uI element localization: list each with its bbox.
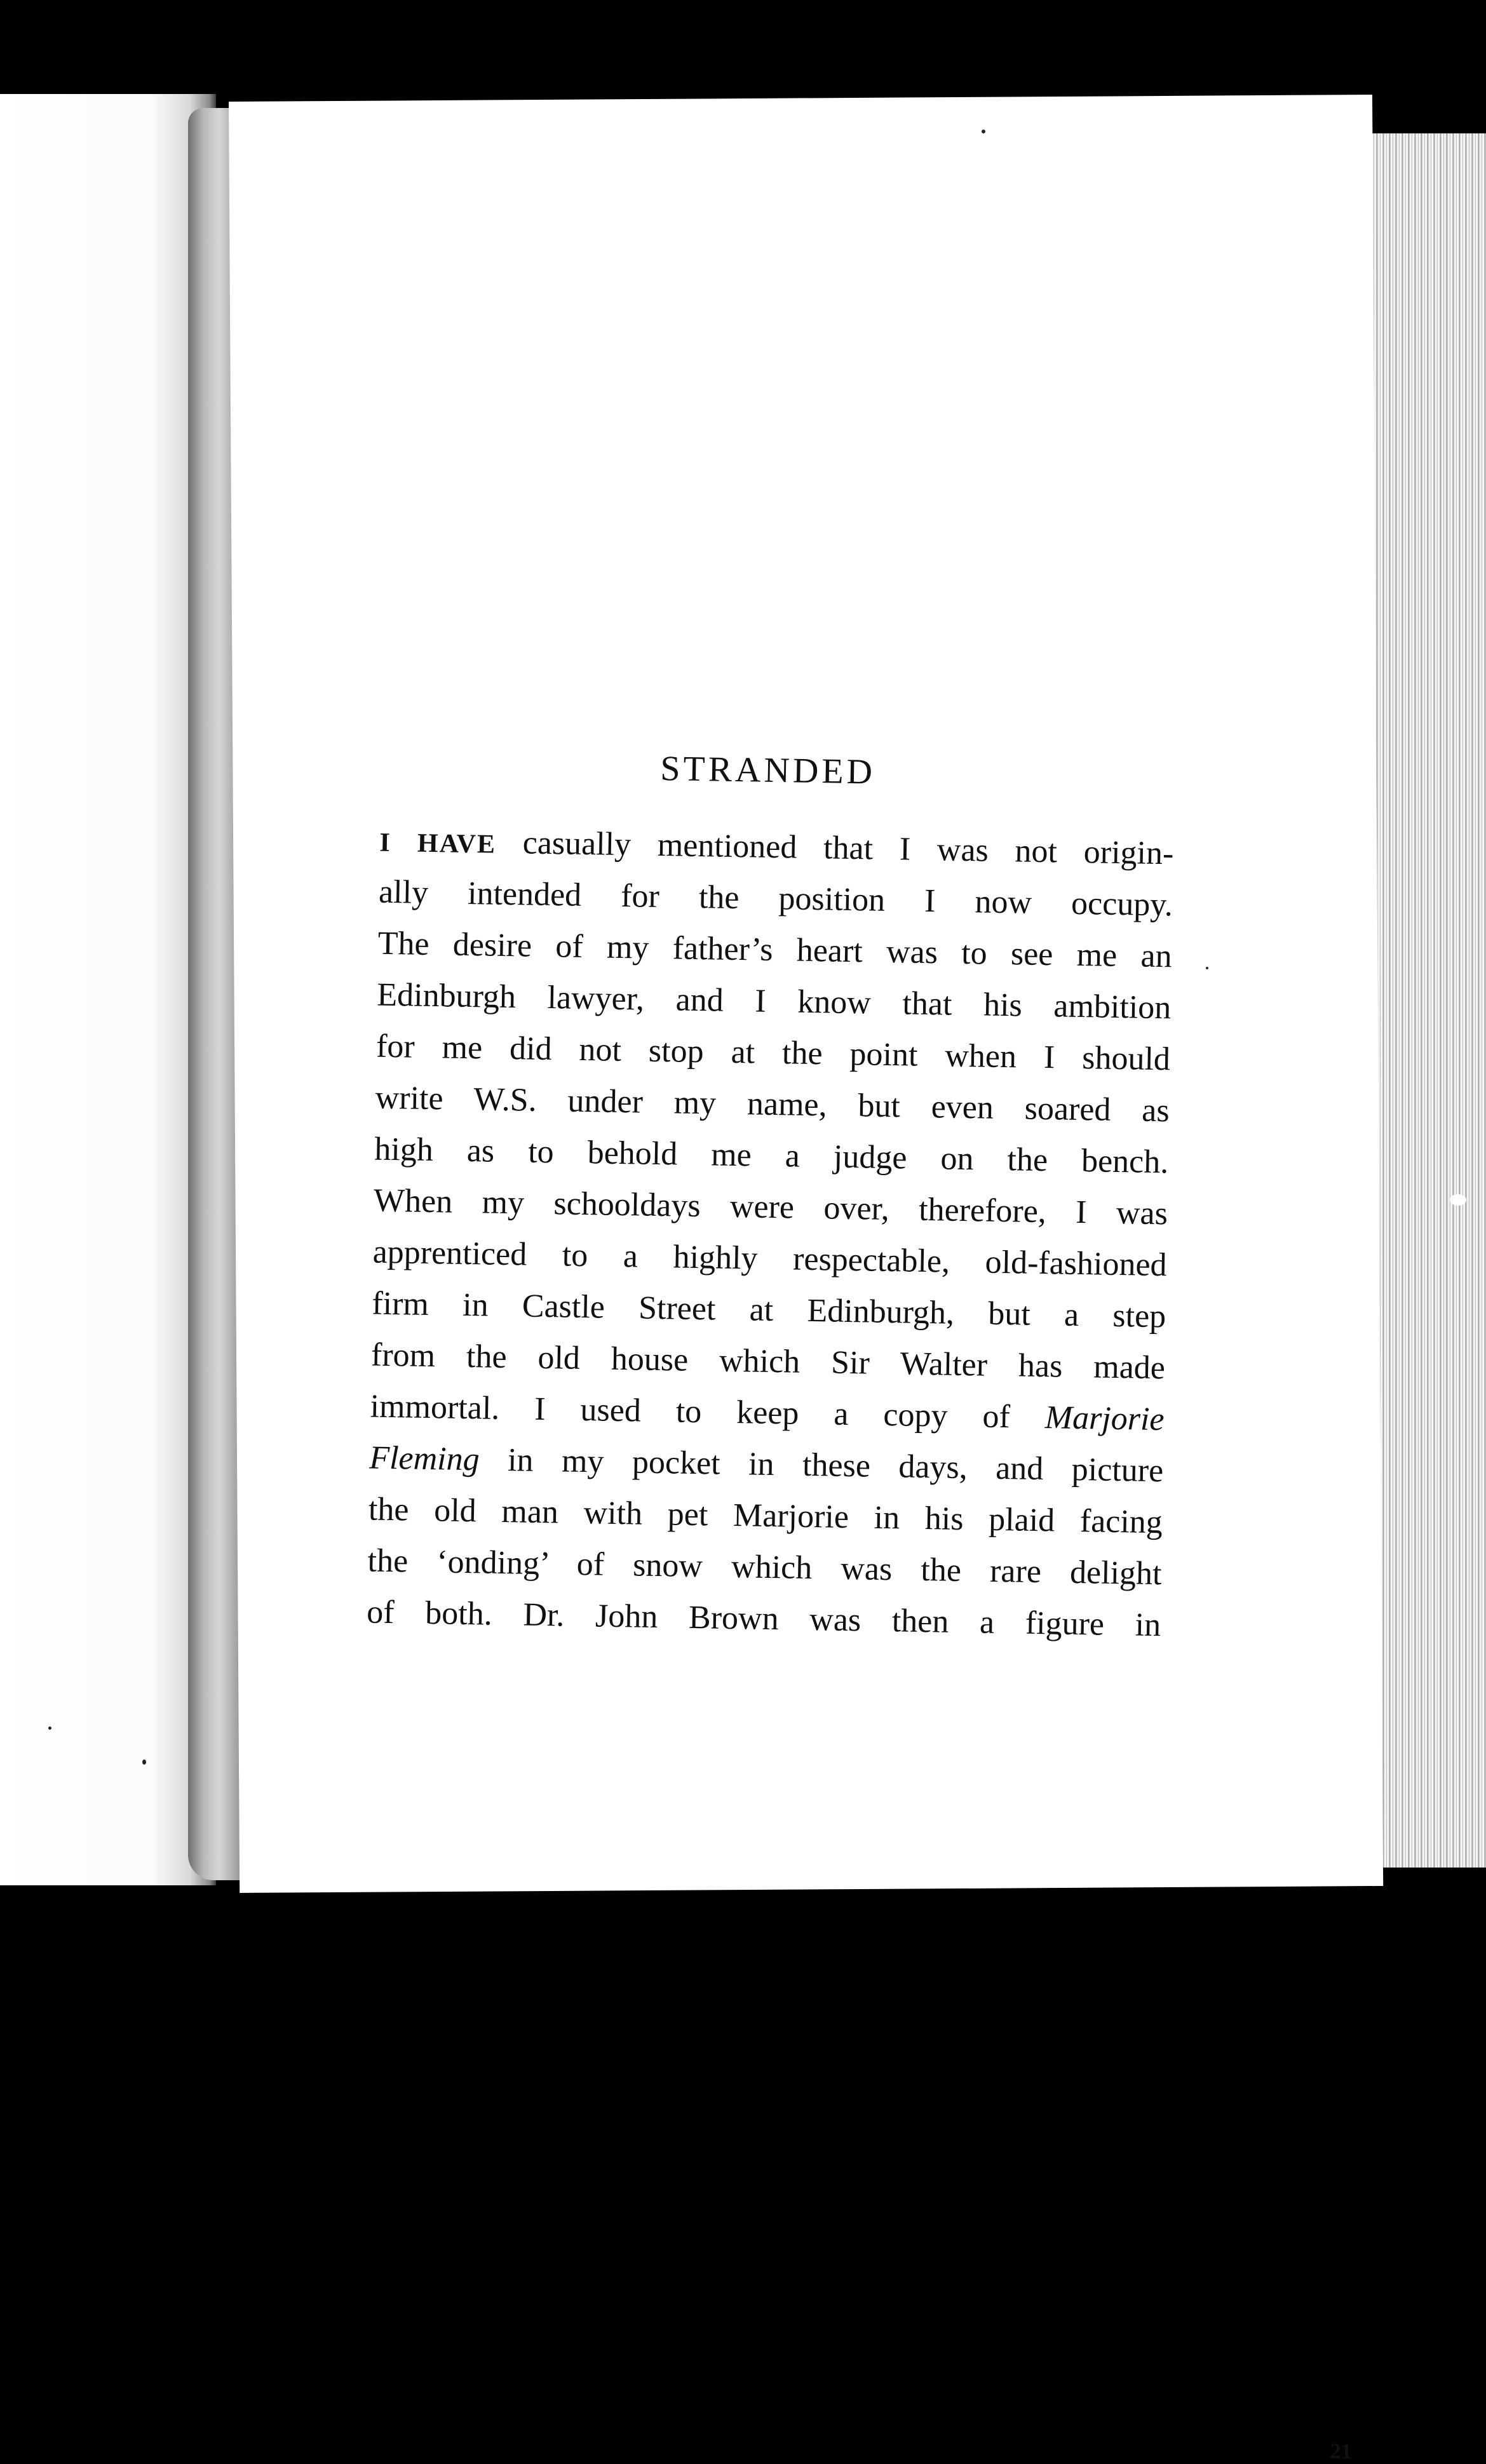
scan-speck	[142, 1760, 146, 1765]
scan-speck	[1450, 1194, 1466, 1206]
line-text: in my pocket in these days, and picture	[479, 1441, 1164, 1490]
text-line: write W.S. under my name, but even soared as	[375, 1079, 1170, 1129]
page-number: 21	[1330, 2439, 1352, 2464]
text-line: for me did not stop at the point when I should	[375, 1028, 1171, 1078]
text-line: The desire of my father’s heart was to see me an	[377, 925, 1173, 975]
italic-title-part: Marjorie	[1044, 1399, 1165, 1438]
scan-speck	[48, 1727, 51, 1730]
italic-title-part: Fleming	[368, 1439, 480, 1478]
chapter-title: STRANDED	[659, 748, 876, 792]
opening-words: I HAVE	[379, 828, 497, 859]
page-fore-edge	[1366, 133, 1486, 1868]
text-line: firm in Castle Street at Edinburgh, but a step	[371, 1285, 1166, 1335]
line-text: casually mentioned that I was not origin-	[496, 824, 1174, 872]
text-line: Edinburgh lawyer, and I know that his ambition	[376, 976, 1172, 1027]
text-line: When my schooldays were over, therefore, I was	[373, 1182, 1168, 1232]
left-facing-page	[0, 94, 216, 1885]
text-line: from the old house which Sir Walter has made	[370, 1336, 1166, 1387]
text-line: ally intended for the position I now occupy.	[378, 873, 1173, 924]
text-line: the ‘onding’ of snow which was the rare delight	[367, 1542, 1162, 1592]
body-text	[367, 815, 1187, 1652]
line-text: immortal. I used to keep a copy of	[370, 1388, 1046, 1436]
text-line: the old man with pet Marjorie in his plaid facing	[368, 1491, 1163, 1541]
scan-speck	[982, 130, 985, 133]
text-line: of both. Dr. John Brown was then a figure in	[366, 1594, 1161, 1644]
scan-speck	[1206, 967, 1208, 969]
text-line: high as to behold me a judge on the bench.	[374, 1131, 1169, 1181]
text-line: apprenticed to a highly respectable, old-fashioned	[372, 1234, 1168, 1284]
